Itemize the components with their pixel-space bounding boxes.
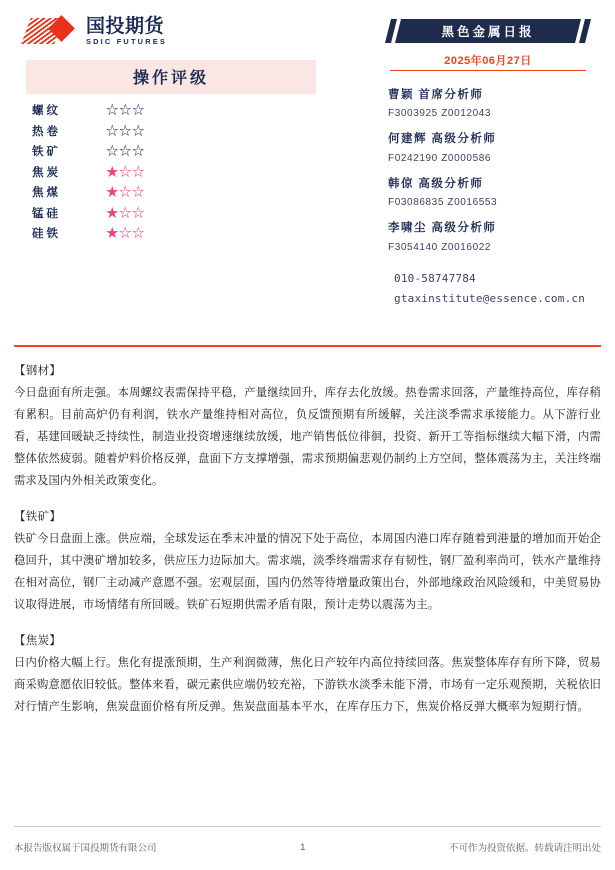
- report-header: [0, 0, 615, 330]
- logo-company-name-cn: 国投期货: [86, 16, 165, 37]
- rating-stars: [106, 166, 145, 179]
- star-empty-icon: ☆: [132, 226, 146, 240]
- section-title: 【钢材】: [14, 365, 62, 377]
- star-empty-icon: ☆: [119, 226, 133, 240]
- report-section: [14, 632, 601, 718]
- rating-stars: [106, 227, 145, 240]
- contact-phone: 010-58747784: [394, 271, 476, 285]
- section-title: 【铁矿】: [14, 511, 62, 524]
- star-empty-icon: ☆: [132, 185, 146, 199]
- rating-row: [26, 141, 316, 162]
- rating-row: [26, 203, 316, 224]
- star-empty-icon: ☆: [119, 205, 133, 220]
- rating-commodity-label: 螺纹: [32, 105, 61, 118]
- analyst-entry: [388, 175, 598, 212]
- contact-email: gtaxinstitute@essence.com.cn: [394, 292, 586, 306]
- analyst-list: [388, 86, 598, 310]
- star-empty-icon: ☆: [132, 205, 146, 220]
- analyst-license-code: F3054140 Z0016022: [388, 241, 492, 253]
- analyst-entry: [388, 86, 598, 123]
- section-paragraph: 铁矿今日盘面上涨。供应端，全球发运在季末冲量的情况下处于高位，本周国内港口库存随着到港量的增加而开始企稳回升，其中澳矿增加较多，供应压力边际加大。需求端，淡季终端需求存有韧性，钢厂盈利率尚可，铁水产量维持在相对高位，钢厂主动减产意愿不强。宏观层面，国内仍然等待增量政策出台，外部地缘政治风险缓和，中美贸易协议取得进展，市场情绪有所回暖。铁矿石短期供需矛盾有限，预计走势以震荡为主。: [14, 533, 601, 612]
- rating-commodity-label: 硅铁: [32, 228, 61, 241]
- star-empty-icon: ☆: [132, 103, 146, 117]
- rating-rows: [26, 100, 316, 244]
- rating-commodity-label: 焦煤: [32, 187, 61, 200]
- company-logo: [26, 16, 167, 50]
- footer-copyright: 本报告版权属于国投期货有限公司: [14, 843, 157, 854]
- star-empty-icon: ☆: [119, 123, 133, 138]
- star-empty-icon: ☆: [106, 123, 120, 138]
- rating-row: [26, 223, 316, 244]
- analyst-license-code: F0242190 Z0000586: [388, 152, 492, 164]
- rating-commodity-label: 铁矿: [32, 146, 61, 159]
- report-title: 黑色金属日报: [441, 25, 535, 39]
- analyst-name: 韩倞 高级分析师: [388, 177, 484, 190]
- report-date: 2025年06月27日: [444, 55, 532, 67]
- rating-stars: [106, 125, 145, 138]
- rating-stars: [106, 104, 145, 117]
- analyst-entry: [388, 219, 598, 256]
- analyst-name: 李啸尘 高级分析师: [388, 222, 497, 235]
- rating-stars: [106, 207, 145, 220]
- rating-stars: [106, 186, 145, 199]
- operation-rating-panel: [26, 60, 316, 244]
- report-body: [14, 362, 601, 734]
- star-empty-icon: ☆: [132, 123, 146, 138]
- star-filled-icon: ★: [106, 185, 120, 199]
- star-empty-icon: ☆: [106, 144, 120, 158]
- rating-row: [26, 182, 316, 203]
- analyst-license-code: F3003925 Z0012043: [388, 108, 492, 120]
- analyst-entries: [388, 86, 598, 257]
- analyst-license-code: F03086835 Z0016553: [388, 197, 498, 209]
- sdic-diamond-logo-icon: [26, 16, 80, 46]
- section-paragraph: 今日盘面有所走强。本周螺纹表需保持平稳，产量继续回升，库存去化放缓。热卷需求回落，产量维持高位，库存稍有累积。目前高炉仍有利润，铁水产量维持相对高位，负反馈预期有所缓解，关注淡季需求承接能力。从下游行业看，基建回暖缺乏持续性，制造业投资增速继续放缓，地产销售低位徘徊，投资、新开工等指标继续大幅下滑，内需整体依然疲弱。随着炉料价格反弹，盘面下方支撑增强，需求预期偏悲观仍制约上方空间，整体震荡为主，关注终端需求及国内外相关政策变化。: [14, 387, 601, 488]
- analyst-name: 曹颖 首席分析师: [388, 89, 484, 101]
- footer-disclaimer: 不可作为投资依据。转载请注明出处: [448, 843, 601, 854]
- star-empty-icon: ☆: [119, 103, 133, 117]
- star-filled-icon: ★: [106, 164, 120, 179]
- analyst-entry: [388, 130, 598, 167]
- logo-company-name-en: SDIC FUTURES: [86, 37, 168, 46]
- footer-page-number: 1: [300, 841, 306, 853]
- rating-row: [26, 121, 316, 142]
- rating-commodity-label: 锰硅: [32, 207, 61, 220]
- star-empty-icon: ☆: [119, 144, 133, 158]
- star-filled-icon: ★: [106, 205, 120, 220]
- section-paragraph: 日内价格大幅上行。焦化有提涨预期，生产利润微薄，焦化日产较年内高位持续回落。焦炭整体库存有所下降，贸易商采购意愿依旧较低。整体来看，碳元素供应端仍较充裕，下游铁水淡季未能下滑，市场有一定乐观预期，关税依旧对行情产生影响，焦炭盘面价格有所反弹。焦炭盘面基本平水，在库存压力下，焦炭价格反弹大概率为短期行情。: [14, 657, 601, 714]
- star-empty-icon: ☆: [132, 144, 146, 158]
- report-section: [14, 508, 601, 616]
- rating-row: [26, 162, 316, 183]
- rating-commodity-label: 焦炭: [32, 166, 61, 179]
- rating-panel-title: 操作评级: [26, 60, 316, 94]
- star-empty-icon: ☆: [106, 103, 120, 117]
- logo-text: [86, 16, 167, 45]
- star-empty-icon: ☆: [119, 185, 133, 199]
- analyst-name: 何建辉 高级分析师: [388, 133, 497, 146]
- page-footer: [14, 840, 601, 854]
- rating-row: [26, 100, 316, 121]
- date-divider: [390, 70, 586, 71]
- report-section: [14, 362, 601, 492]
- contact-block: [388, 269, 598, 311]
- star-empty-icon: ☆: [119, 164, 133, 179]
- rating-stars: [106, 145, 145, 158]
- report-title-banner: [388, 19, 588, 43]
- star-filled-icon: ★: [106, 226, 120, 240]
- footer-divider: [14, 826, 601, 827]
- section-title: 【焦炭】: [14, 635, 62, 648]
- star-empty-icon: ☆: [132, 164, 146, 179]
- rating-commodity-label: 热卷: [32, 125, 61, 138]
- header-divider: [14, 345, 601, 347]
